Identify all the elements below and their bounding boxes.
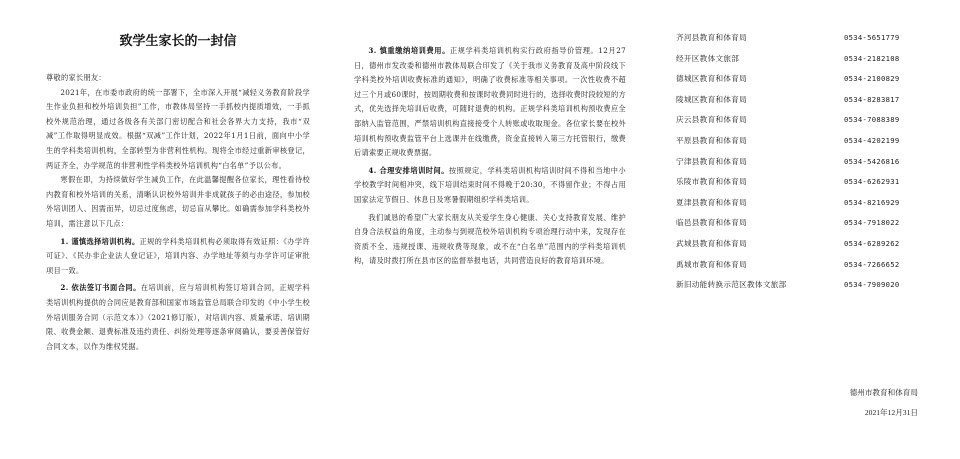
item-3 [354, 44, 626, 161]
hotline-phone: 0534-7266652 [844, 259, 900, 269]
hotline-row [676, 255, 960, 276]
item-2 [46, 281, 310, 369]
signature-date: 2021年12月31日 [864, 408, 918, 417]
hotline-phone: 0534-8283817 [844, 94, 900, 104]
hotline-row [676, 152, 960, 173]
item-1-heading: 1. 谨慎选择培训机构。 [60, 236, 140, 246]
hotline-phone: 0534-6289262 [844, 238, 900, 248]
closing-paragraph: 我们诚恳的希望广大家长朋友从关爱学生身心健康、关心支持教育发展、维护自身合法权益的角度，主动参与到规范校外培训机构专项治理行动中来，发现存在资质不全、违规授课、违规收费等现象，或不在“白名单”范围内的学科类培训机构，请及时拨打所在县市区的监督举报电话，共同营造良好的教育培训环境。 [354, 212, 626, 266]
item-2-body: 在培训前，应与培训机构签订培训合同，正规学科类培训机构提供的合同应是教育部和国家市场监管总局联合印发的《中小学生校外培训服务合同（示范文本）》（2021修订版），对培训内容、质量承诺、培训期限、收费金额、退费标准及违约责任、纠纷处理等逐条审阅确认，要妥善保管好合同文本，以作为维权凭据。 [46, 283, 310, 351]
hotline-phone: 0534-5651779 [844, 33, 900, 42]
hotline-row [676, 172, 960, 193]
hotline-department: 齐河县教育和体育局 [676, 33, 748, 42]
hotline-row [676, 234, 960, 255]
hotline-phone: 0534-8216929 [844, 197, 900, 207]
item-2-heading: 2. 依法签订书面合同。 [60, 283, 141, 293]
hotline-row [676, 69, 960, 90]
hotline-row [676, 110, 960, 131]
hotline-row [676, 90, 960, 111]
letter-column-2 [340, 0, 626, 459]
hotline-department: 禹城市教育和体育局 [676, 259, 748, 269]
hotline-department: 新旧动能转换示范区教体文旅部 [676, 280, 787, 290]
hotline-row [676, 213, 960, 234]
hotline-phone: 0534-4202199 [844, 135, 900, 145]
salutation: 尊敬的家长朋友： [46, 73, 106, 82]
hotline-row [676, 193, 960, 214]
hotline-phone: 0534-5426816 [844, 156, 900, 166]
paragraph-intro: 2021年，在市委市政府的统一部署下，全市深入开展“减轻义务教育阶段学生作业负担和校外培训负担”工作，市教体局坚持一手抓校内提质增效，一手抓校外规范治理，通过各级各有关部门密切配合和社会各界大力支持，我市“双减”工作取得明显成效。根据“双减”工作计划，2022年1月1日前，面向中小学生的学科类培训机构，全部转型为非营利性机构。现将全市经过重新审核登记，两证齐全，办学规范的非营利性学科类校外培训机构“白名单”予以公布。 [46, 87, 310, 170]
paragraph-reminder: 寒假在即，为持续做好学生减负工作，在此温馨提醒各位家长，理性看待校内教育和校外培训的关系，清晰认识校外培训并非成就孩子的必由途径，参加校外培训团人、因需而异，切忌过度焦虑，切忌盲从攀比。如确需参加学科类校外培训，需注意以下几点： [46, 175, 310, 228]
hotline-row [676, 275, 960, 296]
hotline-department: 宁津县教育和体育局 [676, 156, 748, 166]
signature-org: 德州市教育和体育局 [849, 388, 918, 397]
item-4 [354, 164, 626, 208]
hotline-department: 临邑县教育和体育局 [676, 218, 748, 228]
hotline-department: 武城县教育和体育局 [676, 238, 748, 248]
letter-title: 致学生家长的一封信 [119, 34, 237, 49]
hotline-phone: 0534-2100829 [844, 74, 900, 84]
signature-block [792, 383, 918, 423]
item-4-body: 按照规定，学科类培训机构培训时间不得和当地中小学校教学时间相冲突，线下培训结束时间不得晚于20:30，不得留作业；不得占用国家法定节假日、休息日及寒暑假期组织学科类培训。 [354, 165, 626, 204]
item-1-body: 正规的学科类培训机构必须取得有效证照：《办学许可证》、《民办非企业法人登记证》，培训内容、办学地址等须与办学许可证审批项目一致。 [46, 236, 310, 275]
hotline-department: 经开区教体文旅部 [676, 53, 740, 63]
hotline-department: 庆云县教育和体育局 [676, 115, 748, 125]
item-3-heading: 3. 慎重缴纳培训费用。 [368, 46, 450, 55]
hotline-phone: 0534-2182108 [844, 53, 900, 63]
item-4-heading: 4. 合理安排培训时间。 [368, 165, 449, 175]
hotline-department: 乐陵市教育和体育局 [676, 177, 748, 187]
hotline-department: 陵城区教育和体育局 [676, 94, 748, 104]
hotline-department: 平原县教育和体育局 [676, 135, 748, 145]
item-3-body: 正规学科类培训机构实行政府指导价管理。12月27日，德州市发改委和德州市教体局联合印发了《关于我市义务教育及高中阶段线下学科类校外培训收费标准的通知》，明确了收费标准等相关事项。一次性收费不超过三个月或60课时，按周期收费和按课时收费同时进行的，选择收费时段较短的方式，优先选择先培训后收费，可随时退费的机构。正规学科类培训机构预收费应全部纳入监管范围，严禁培训机构直接接受个人转账或收取现金。各位家长要在校外培训机构预收费监管平台上选课并在线缴费，资金直接转入第三方托管银行，缴费后请索要正规收费票据。 [354, 46, 626, 158]
hotline-phone: 0534-6262931 [844, 177, 900, 187]
hotline-phone: 0534-7909020 [844, 280, 900, 290]
hotline-phone: 0534-7088389 [844, 115, 900, 125]
hotline-list [676, 28, 960, 296]
item-1 [46, 235, 310, 279]
hotline-row [676, 28, 960, 49]
hotline-department: 夏津县教育和体育局 [676, 197, 748, 207]
hotline-phone: 0534-7918022 [844, 218, 900, 228]
hotline-row [676, 131, 960, 152]
hotline-row [676, 49, 960, 70]
hotline-department: 德城区教育和体育局 [676, 74, 748, 84]
letter-column-1 [0, 0, 324, 459]
